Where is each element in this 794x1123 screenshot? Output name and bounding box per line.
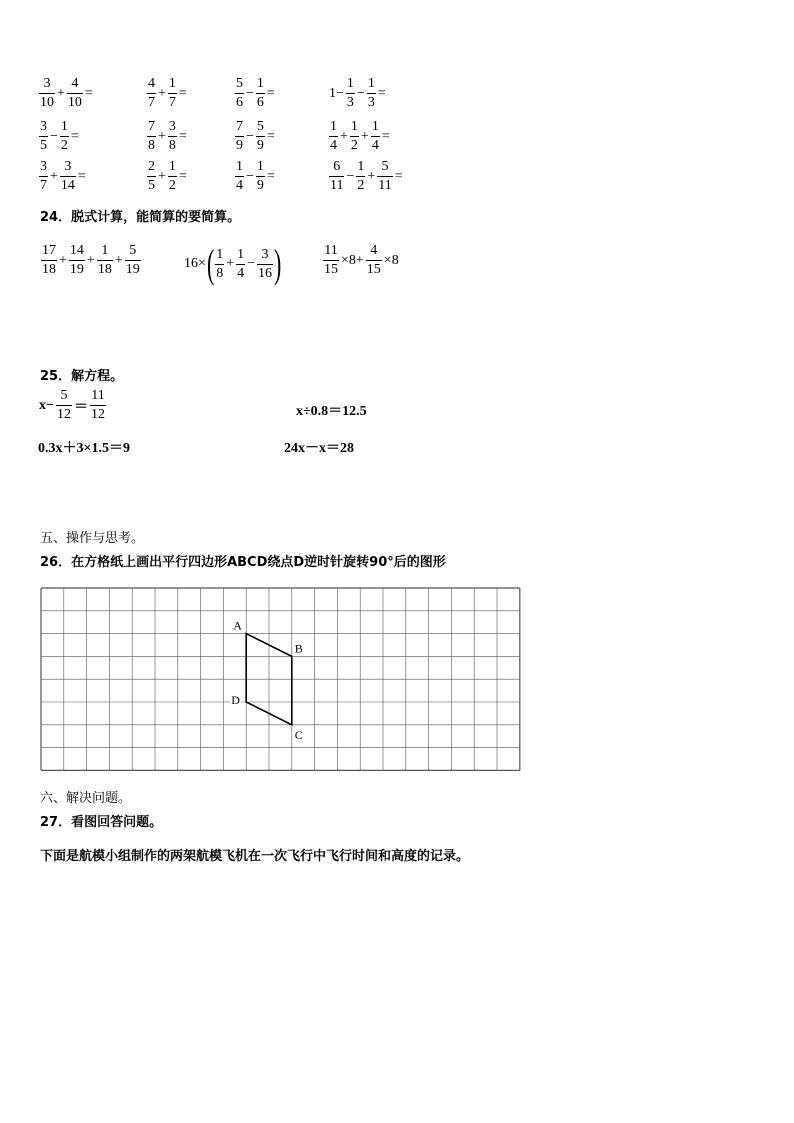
fraction: [367, 77, 376, 110]
numerator: 5: [129, 243, 137, 258]
fraction: [377, 160, 392, 193]
q25-equation-4: 24x－x＝28: [284, 441, 354, 456]
denominator: 7: [148, 95, 155, 110]
q23-expression: [234, 77, 276, 110]
numerator: 3: [168, 119, 176, 134]
q25-heading: 25．解方程。: [40, 369, 124, 384]
q23-expression: [328, 77, 387, 110]
fraction: [346, 77, 355, 110]
denominator: 6: [236, 95, 243, 110]
operator: =: [84, 85, 93, 101]
fraction: [147, 77, 156, 110]
denominator: 3: [367, 95, 375, 110]
operator: +: [158, 168, 166, 184]
operator: ×8+: [341, 252, 364, 268]
denominator: 5: [40, 138, 47, 153]
q24-expression-1: [40, 244, 142, 277]
denominator: 10: [40, 95, 54, 110]
fraction: [323, 244, 339, 277]
denominator: 4: [237, 265, 245, 281]
numerator: 3: [261, 246, 269, 262]
operator: +: [367, 168, 376, 184]
denominator: 2: [60, 138, 68, 153]
operator: −: [50, 128, 58, 144]
close-parenthesis: ): [274, 241, 282, 286]
fraction: [256, 160, 265, 193]
q26-heading: 26．在方格纸上画出平行四边形ABCD绕点D逆时针旋转90°后的图形: [40, 555, 446, 570]
denominator: 11: [378, 178, 392, 193]
numerator: 1: [236, 159, 243, 174]
operator: ×8: [383, 252, 399, 268]
numerator: 3: [64, 159, 72, 174]
operator: =: [394, 168, 403, 184]
q27-heading: 27．看图回答问题。: [40, 815, 163, 830]
numerator: 1: [367, 76, 375, 91]
numerator: 1: [346, 76, 354, 91]
point-label-c: C: [294, 727, 303, 742]
numerator: 4: [370, 243, 378, 258]
operator: +: [114, 252, 123, 268]
fraction: [125, 244, 141, 277]
denominator: 4: [330, 138, 337, 153]
q24-expression-2: [183, 241, 282, 286]
q23-expression: [38, 77, 94, 110]
denominator: 10: [67, 95, 82, 110]
operator: +: [340, 128, 348, 144]
denominator: 15: [366, 262, 381, 277]
fraction: [329, 160, 344, 193]
operator: =: [266, 128, 275, 144]
fraction: [256, 77, 265, 110]
fraction: [39, 160, 48, 193]
operator: =: [266, 85, 275, 101]
section-6-title: 六、解决问题。: [40, 791, 132, 806]
operator: −: [246, 85, 254, 101]
numerator: 3: [43, 76, 51, 91]
operator: ＝: [73, 399, 88, 415]
q23-expression: [146, 120, 188, 153]
fraction: [356, 160, 365, 193]
denominator: 8: [148, 138, 155, 153]
denominator: 6: [256, 95, 264, 110]
operator: 16×: [184, 256, 206, 271]
fraction: [256, 120, 265, 153]
operator: +: [50, 168, 58, 184]
numerator: 7: [148, 119, 155, 134]
fraction: [39, 77, 55, 110]
denominator: 2: [357, 178, 365, 193]
denominator: 15: [324, 262, 338, 277]
denominator: 9: [236, 138, 243, 153]
operator: +: [86, 252, 95, 268]
denominator: 12: [56, 407, 71, 422]
numerator: 1: [168, 76, 176, 91]
fraction: [69, 244, 85, 277]
denominator: 8: [168, 138, 176, 153]
numerator: 6: [333, 159, 341, 174]
fraction: [90, 389, 106, 422]
q23-expression: [234, 160, 276, 193]
operator: −: [346, 168, 355, 184]
numerator: 1: [237, 246, 245, 262]
denominator: 19: [69, 262, 84, 277]
denominator: 9: [256, 138, 264, 153]
denominator: 5: [148, 178, 155, 193]
denominator: 11: [330, 178, 344, 193]
numerator: 1: [357, 159, 365, 174]
fraction: [235, 120, 244, 153]
numerator: 14: [69, 243, 84, 258]
q23-expression: [146, 160, 188, 193]
q25-equation-3: 0.3x＋3×1.5＝9: [38, 441, 130, 456]
operator: =: [381, 128, 390, 144]
point-label-a: A: [233, 618, 242, 633]
operator: =: [178, 168, 187, 184]
numerator: 5: [256, 119, 264, 134]
q25-equation-2: x÷0.8＝12.5: [296, 404, 367, 419]
numerator: 1: [350, 119, 358, 134]
operator: =: [70, 128, 79, 144]
q25-equation-1: [38, 389, 107, 422]
denominator: 16: [258, 265, 273, 281]
section-5-title: 五、操作与思考。: [40, 531, 145, 546]
denominator: 9: [256, 178, 264, 193]
operator: +: [158, 85, 166, 101]
q24-expression-3: [322, 244, 400, 277]
numerator: 1: [168, 159, 176, 174]
denominator: 18: [42, 262, 56, 277]
q27-description: 下面是航模小组制作的两架航模飞机在一次飞行中飞行时间和高度的记录。: [40, 849, 470, 864]
fraction: [147, 160, 156, 193]
denominator: 18: [97, 262, 112, 277]
numerator: 11: [91, 388, 105, 403]
operator: +: [59, 252, 67, 268]
numerator: 2: [148, 159, 155, 174]
fraction: [168, 120, 177, 153]
numerator: 1: [256, 76, 264, 91]
denominator: 3: [346, 95, 354, 110]
numerator: 1: [371, 119, 379, 134]
q24-heading: 24．脱式计算，能简算的要简算。: [40, 210, 241, 225]
denominator: 7: [168, 95, 176, 110]
numerator: 1: [101, 243, 109, 258]
fraction: [67, 77, 83, 110]
point-label-d: D: [231, 693, 240, 707]
denominator: 19: [125, 262, 140, 277]
operator: 1−: [329, 85, 344, 101]
numerator: 5: [60, 388, 68, 403]
numerator: 1: [60, 119, 68, 134]
fraction: [371, 120, 380, 153]
q23-expression: [38, 160, 87, 193]
numerator: 5: [236, 76, 243, 91]
operator: =: [178, 128, 187, 144]
fraction: [329, 120, 338, 153]
denominator: 4: [236, 178, 243, 193]
denominator: 7: [40, 178, 47, 193]
operator: =: [178, 85, 187, 101]
q23-expression: [38, 120, 80, 153]
fraction: [39, 120, 48, 153]
open-parenthesis: (: [206, 241, 215, 286]
operator: −: [356, 85, 365, 101]
denominator: 2: [168, 178, 176, 193]
denominator: 12: [90, 407, 105, 422]
numerator: 11: [324, 243, 338, 258]
numerator: 1: [216, 246, 224, 262]
denominator: 8: [216, 265, 224, 281]
fraction: [235, 160, 244, 193]
q23-expression: [234, 120, 276, 153]
q23-expression: [328, 120, 391, 153]
operator: +: [226, 256, 235, 271]
operator: x−: [39, 397, 54, 413]
q23-expression: [146, 77, 188, 110]
fraction: [60, 120, 69, 153]
numerator: 3: [40, 159, 47, 174]
fraction: [56, 389, 72, 422]
point-label-b: B: [294, 641, 303, 656]
fraction: [215, 248, 224, 281]
fraction: [60, 160, 76, 193]
denominator: 14: [60, 178, 75, 193]
numerator: 3: [40, 119, 47, 134]
denominator: 4: [371, 138, 379, 153]
operator: =: [77, 168, 86, 184]
fraction: [235, 77, 244, 110]
operator: −: [246, 168, 254, 184]
numerator: 7: [236, 119, 243, 134]
operator: +: [158, 128, 166, 144]
fraction: [350, 120, 359, 153]
numerator: 5: [381, 159, 389, 174]
denominator: 2: [350, 138, 358, 153]
operator: +: [360, 128, 369, 144]
operator: =: [266, 168, 275, 184]
fraction: [147, 120, 156, 153]
numerator: 17: [42, 243, 56, 258]
numerator: 4: [71, 76, 79, 91]
operator: =: [377, 85, 386, 101]
operator: −: [246, 128, 254, 144]
fraction: [236, 248, 245, 281]
operator: −: [247, 256, 256, 271]
q23-expression: [328, 160, 404, 193]
q26-grid-paper: [40, 587, 522, 775]
fraction: [168, 77, 177, 110]
fraction: [366, 244, 382, 277]
numerator: 4: [148, 76, 155, 91]
fraction: [257, 248, 273, 281]
fraction: [41, 244, 57, 277]
fraction: [168, 160, 177, 193]
fraction: [97, 244, 113, 277]
numerator: 1: [256, 159, 264, 174]
operator: +: [57, 85, 65, 101]
numerator: 1: [330, 119, 337, 134]
